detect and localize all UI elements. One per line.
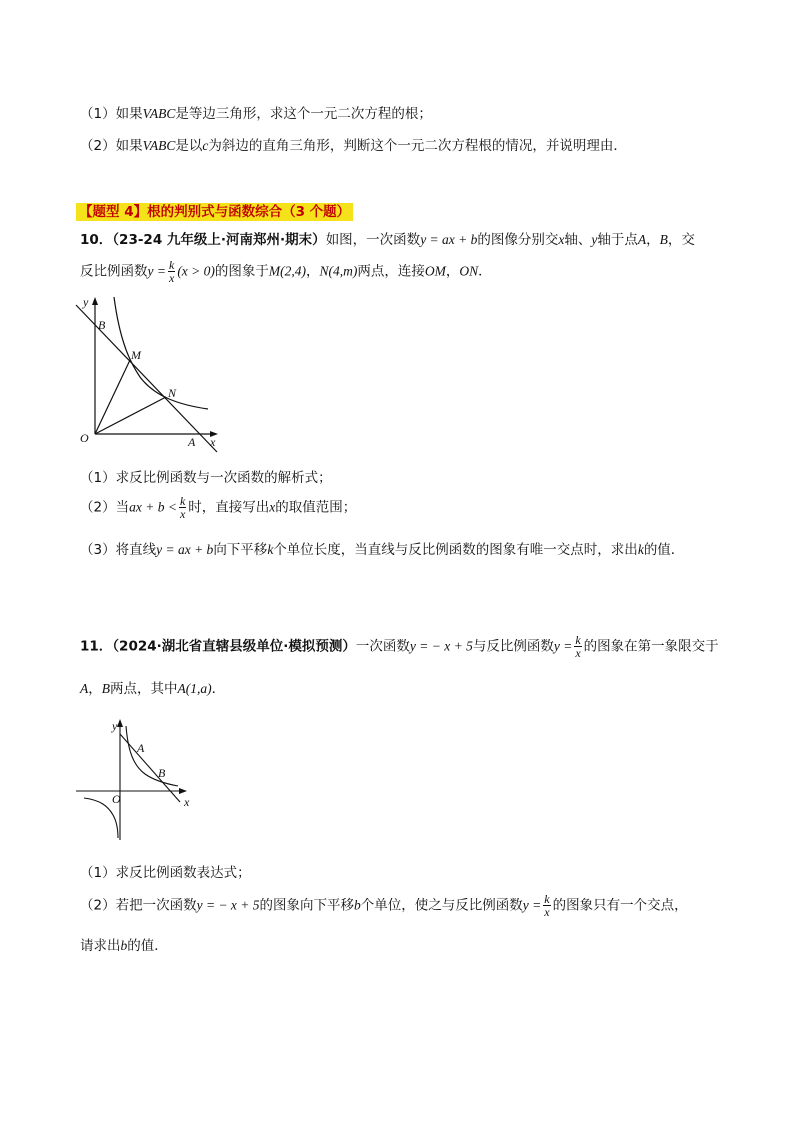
problem-11-q2-line2: 请求出b的值． bbox=[80, 938, 168, 954]
fraction-k-over-x: $\frac{k}{x}$ bbox=[179, 494, 186, 521]
label-y: y bbox=[83, 295, 89, 309]
problem-11-line2: A，B两点，其中A(1,a)． bbox=[80, 681, 226, 697]
label-b: B bbox=[158, 766, 166, 780]
label-a: A bbox=[137, 741, 145, 755]
label-x: x bbox=[184, 795, 190, 809]
problem-source: （2024·湖北省直辖县级单位·模拟预测） bbox=[112, 638, 356, 655]
problem-10-q1: （1）求反比例函数与一次函数的解析式； bbox=[80, 470, 332, 486]
problem-10-line1: 10．（23-24 九年级上·河南郑州·期末）如图，一次函数y = ax + b的图像分别交x轴、y轴于点A，B，交 bbox=[80, 232, 695, 248]
problem-10-figure bbox=[70, 292, 230, 457]
label-o: O bbox=[112, 792, 121, 806]
problem-11-figure bbox=[70, 712, 200, 847]
prev-q1: （1）如果VABC是等边三角形，求这个一元二次方程的根； bbox=[80, 106, 432, 122]
problem-11-line1: 11．（2024·湖北省直辖县级单位·模拟预测）一次函数y = − x + 5与反比例函数y = $\frac{k}{x}$ 的图象在第一象限交于 bbox=[80, 633, 719, 660]
y-axis-arrow bbox=[92, 297, 98, 305]
label-o: O bbox=[80, 431, 89, 445]
problem-source: （23-24 九年级上·河南郑州·期末） bbox=[112, 232, 326, 248]
label-m: M bbox=[131, 348, 141, 362]
section-heading-label: 【题型 4】根的判别式与函数综合（3 个题） bbox=[76, 203, 353, 221]
problem-10-line2: 反比例函数y = $\frac{k}{x}$ (x > 0)的图象于M(2,4)，N(4,m)两点，连接OM，ON． bbox=[80, 258, 492, 285]
y-axis-arrow bbox=[117, 719, 123, 727]
segment-on bbox=[95, 397, 166, 434]
label-n: N bbox=[168, 386, 177, 400]
problem-10-q3: （3）将直线y = ax + b向下平移k个单位长度，当直线与反比例函数的图象有唯一交点时，求出k的值． bbox=[80, 542, 685, 558]
fraction-k-over-x: $\frac{k}{x}$ bbox=[168, 258, 175, 285]
section-heading bbox=[76, 200, 353, 220]
label-y: y bbox=[112, 719, 118, 733]
fraction-k-over-x: $\frac{k}{x}$ bbox=[575, 633, 581, 660]
problem-10-q2: （2）当ax + b < $\frac{k}{x}$ 时，直接写出x的取值范围； bbox=[80, 494, 357, 521]
fraction-k-over-x: $\frac{k}{x}$ bbox=[544, 892, 550, 919]
label-x: x bbox=[210, 435, 216, 449]
problem-number: 11． bbox=[80, 638, 113, 655]
problem-11-q1: （1）求反比例函数表达式； bbox=[80, 865, 251, 881]
hyperbola-branch-1 bbox=[126, 726, 178, 786]
label-b: B bbox=[98, 318, 106, 332]
label-a: A bbox=[188, 435, 196, 449]
hyperbola bbox=[114, 297, 208, 409]
x-axis-arrow bbox=[179, 788, 187, 794]
problem-number: 10． bbox=[80, 232, 113, 248]
segment-om bbox=[95, 360, 130, 434]
prev-q2: （2）如果VABC是以c为斜边的直角三角形，判断这个一元二次方程根的情况，并说明理由． bbox=[80, 138, 627, 154]
problem-11-q2: （2）若把一次函数y = − x + 5的图象向下平移b个单位，使之与反比例函数y = $\frac{k}{x}$ 的图象只有一个交点， bbox=[80, 892, 688, 919]
